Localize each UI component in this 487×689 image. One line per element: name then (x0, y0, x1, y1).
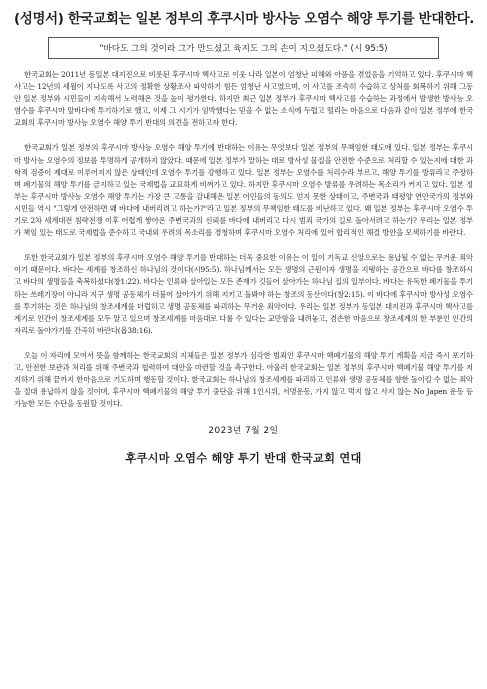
paragraph-4: 오늘 이 자리에 모여서 뜻을 함께하는 한국교회의 지체들은 일본 정부가 심각한 범죄인 후쿠시마 핵폐기물의 해양 투기 계획을 지금 즉시 포기하고, 안전한 보관과 처리를 위해 주변국과 협력하여 대안을 마련할 것을 촉구한다. 아울러 한국교회는 일본 정부의 후쿠시마 핵폐기물 해양 투기를 저지하기 위해 끝까지 한마음으로 기도하며 행동할 것이다. 한국교회는 하나님의 창조세계를 파괴하고 인류와 생명 공동체를 향한 돌이킬 수 없는 죄악을 절대 용납하지 않을 것이며, 후쿠시마 핵폐기물의 해양 투기 중단을 위해 1인시위, 서명운동, 가지 않고 먹지 않고 사지 않는 No Japen 운동 등 가능한 모든 수단을 동원할 것이다. (14, 350, 473, 409)
paragraph-3: 또한 한국교회가 일본 정부의 후쿠시마 오염수 해양 투기를 반대하는 더욱 중요한 이유는 이 일이 기독교 신앙으로는 용납될 수 없는 무거운 죄악이기 때문이다. 바다는 세계를 창조하신 하나님의 것이다(시95:5). 하나님께서는 모든 생명의 근원이자 생명을 지탱하는 공간으로 바다를 창조하시고 바다의 생명들을 축복하셨다(창1:22). 바다는 인류와 살아있는 모든 존재가 깃들어 살아가는 하나님 집의 일부이다. 바다는 유독한 폐기물을 투기하는 쓰레기장이 아니라 지구 생명 공동체가 더불어 살아가기 위해 지키고 돌봐야 하는 창조의 동산이다(창2:15). 이 바다에 후쿠시마 방사성 오염수를 투기하는 것은 하나님의 창조세계를 더럽히고 생명 공동체를 파괴하는 무거운 죄악이다. 우리는 일본 정부가 동일본 대지진과 후쿠시마 핵사고를 계기로 인간이 창조세계를 모두 알고 있으며 창조세계를 마음대로 다룰 수 있다는 교만함을 내려놓고, 겸손한 마음으로 창조세계의 한 부분인 인간의 자리로 돌아가기를 간곡히 바란다(욥38:16). (14, 253, 473, 335)
page-title: (성명서) 한국교회는 일본 정부의 후쿠시마 방사능 오염수 해양 투기를 반대한다. (14, 12, 475, 27)
statement-body (14, 69, 473, 410)
statement-date: 2023년 7월 2일 (208, 426, 279, 437)
paragraph-1: 한국교회는 2011년 동일본 대지진으로 비롯된 후쿠시마 핵사고로 이웃 나라 일본이 엄청난 피해와 아픔을 겪었음을 기억하고 있다. 후쿠시마 핵사고는 12년의 세월이 지나도록 사고의 정확한 상황조사 파악하기 힘든 엄청난 사고였으며, 이 사고를 조속히 수습하고 상처를 회복하기 위해 그동안 일본 정부와 시민들이 지속해서 노력해온 것을 높이 평가한다. 하지만 최근 일본 정부가 후쿠시마 핵사고를 수습하는 과정에서 발생한 방사능 오염수를 후쿠시마 앞바다에 투기하기로 했고, 이제 그 시기가 임박했다는 믿을 수 없는 소식에 두렵고 떨리는 마음으로 다음과 같이 일본 정부에 한국교회의 후쿠시마 방사능 오염수 해양 투기 반대의 의견을 전하고자 한다. (14, 70, 473, 128)
paragraph-2: 한국교회가 일본 정부의 후쿠시마 방사능 오염수 해양 투기에 반대하는 이유는 무엇보다 일본 정부의 무책임한 태도에 있다. 일본 정부는 후쿠시마 방사능 오염수의 정보를 투명하게 공개하지 않았다. 때문에 일본 정부가 말하는 대로 방사성 물질을 안전한 수준으로 처리할 수 있는지에 대한 과학적 검증이 제대로 이루어지지 않은 상태인데 오염수 투기를 강행하고 있다. 일본 정부는 오염수를 처리수라 부르고, 해양 투기를 방류라고 주장하며 폐기물의 해양 투기를 금지하고 있는 국제법을 교묘하게 비껴가고 있다. 하지만 후쿠시마 오염수 방류를 우려하는 목소리가 커지고 있다. 일본 정부는 후쿠시마 방사능 오염수 해양 투기는 가장 큰 고통을 감내해온 일본 어민들의 동의도 얻지 못한 상태이고, 주변국과 태평양 연안국가의 정부와 시민들 역시 "그렇게 안전하면 왜 바다에 내버리려고 하는가?"라고 일본 정부의 무책임한 태도를 비난하고 있다. 왜 일본 정부는 후쿠시마 오염수 투기로 2차 세계대전 침략전쟁 이후 어렵게 쌓아온 주변국과의 신뢰를 바다에 내버리고 다시 범죄 국가의 길로 돌아서려고 하는가? 우리는 일본 정부가 책임 있는 태도로 국제법을 준수하고 국내외 우려의 목소리를 경청하며 후쿠시마 오염수 처리에 있어 합리적인 해결 방안을 모색하기를 바란다. (14, 143, 473, 238)
scripture-quote: "바다도 그의 것이라 그가 만드셨고 육지도 그의 손이 지으셨도다." (시 95:5) (48, 37, 439, 59)
signing-organization: 후쿠시마 오염수 해양 투기 반대 한국교회 연대 (125, 452, 362, 466)
